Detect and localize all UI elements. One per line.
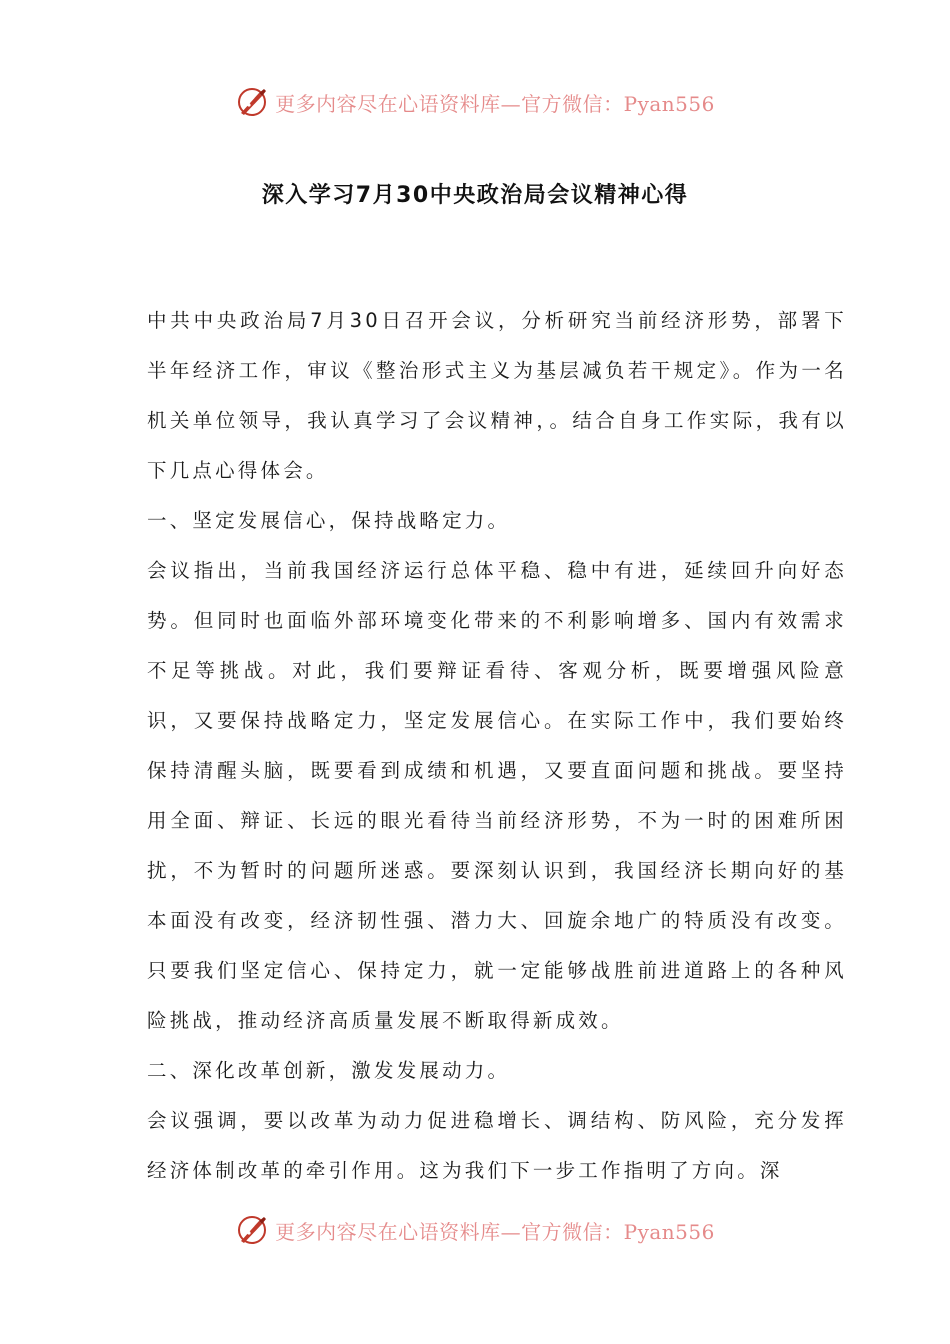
watermark-text: 更多内容尽在心语资料库—官方微信：Pyan556 [275,1219,715,1244]
document-body [147,296,847,1196]
header-watermark [0,82,950,122]
section-2-paragraph: 会议强调，要以改革为动力促进稳增长、调结构、防风险，充分发挥经济体制改革的牵引作用。这为我们下一步工作指明了方向。深 [147,1109,847,1182]
footer-watermark [0,1210,950,1250]
document-title: 深入学习7月30中央政治局会议精神心得 [261,183,689,208]
pen-nib-circle-icon [235,1213,269,1247]
section-1-paragraph: 会议指出，当前我国经济运行总体平稳、稳中有进，延续回升向好态势。但同时也面临外部环境变化带来的不利影响增多、国内有效需求不足等挑战。对此，我们要辩证看待、客观分析，既要增强风险意识，又要保持战略定力，坚定发展信心。在实际工作中，我们要始终保持清醒头脑，既要看到成绩和机遇，又要直面问题和挑战。要坚持用全面、辩证、长远的眼光看待当前经济形势，不为一时的困难所困扰，不为暂时的问题所迷惑。要深刻认识到，我国经济长期向好的基本面没有改变，经济韧性强、潜力大、回旋余地广的特质没有改变。只要我们坚定信心、保持定力，就一定能够战胜前进道路上的各种风险挑战，推动经济高质量发展不断取得新成效。 [147,559,847,1032]
pen-nib-circle-icon [235,85,269,119]
intro-paragraph: 中共中央政治局7月30日召开会议，分析研究当前经济形势，部署下半年经济工作，审议《整治形式主义为基层减负若干规定》。作为一名机关单位领导，我认真学习了会议精神，。结合自身工作实际，我有以下几点心得体会。 [147,309,847,482]
section-heading-1: 一、坚定发展信心，保持战略定力。 [147,509,511,532]
watermark-text: 更多内容尽在心语资料库—官方微信：Pyan556 [275,91,715,116]
section-heading-2: 二、深化改革创新，激发发展动力。 [147,1059,511,1082]
